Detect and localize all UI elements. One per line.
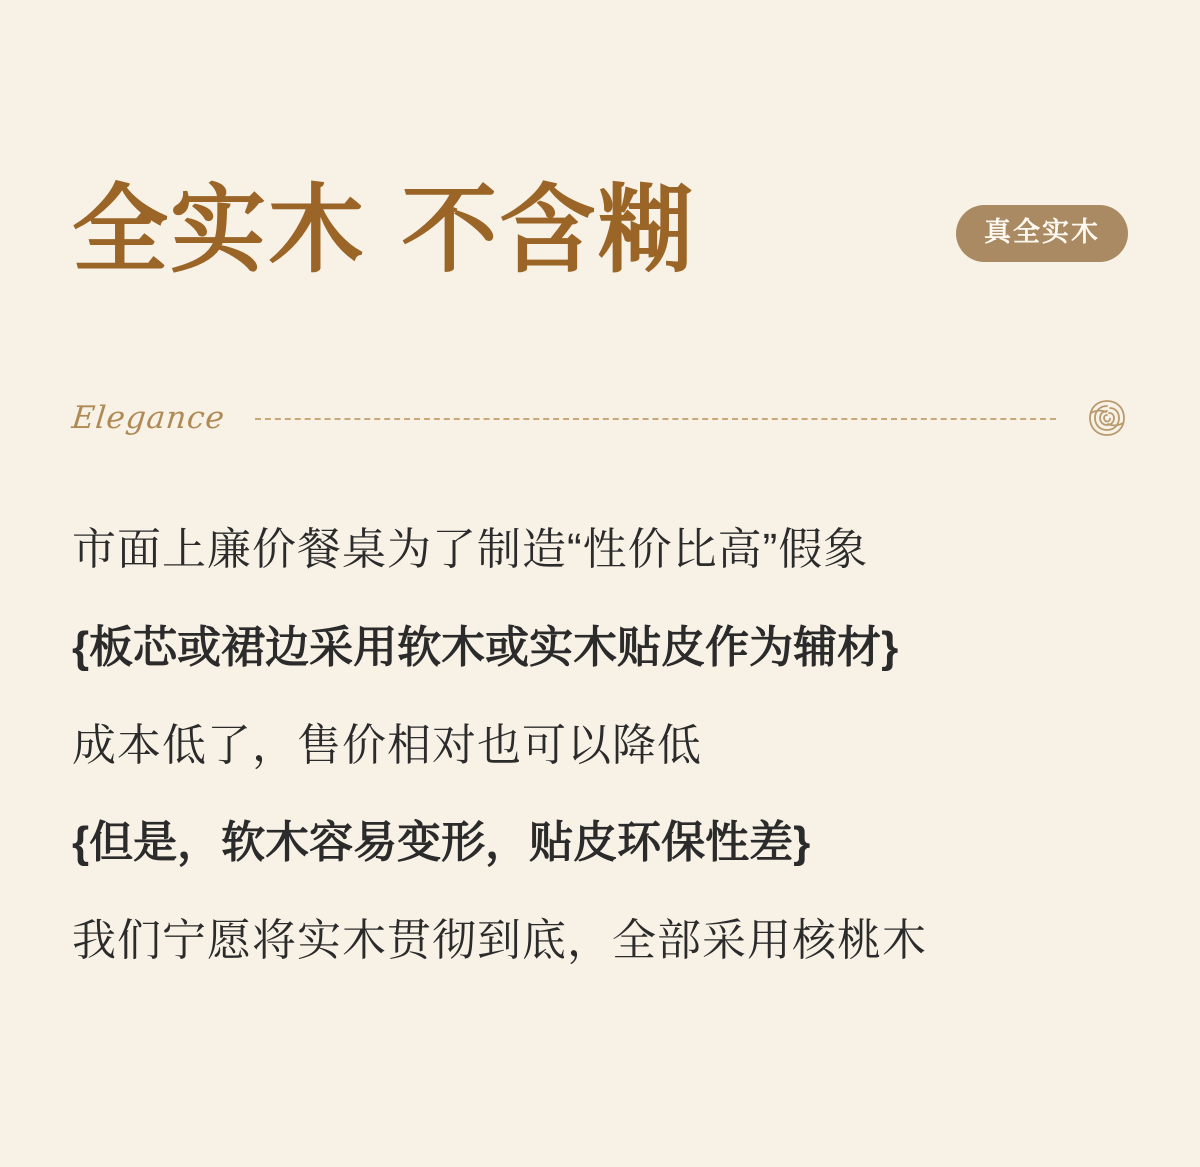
- script-label: Elegance: [70, 400, 227, 436]
- body-line: 我们宁愿将实木贯彻到底，全部采用核桃木: [72, 916, 927, 966]
- body-copy: [72, 520, 1132, 1009]
- rose-icon: [1082, 393, 1132, 443]
- body-line: 成本低了，售价相对也可以降低: [72, 720, 702, 770]
- dashed-rule: [255, 418, 1056, 420]
- headline-row: [72, 173, 1128, 286]
- divider: [72, 382, 1132, 454]
- body-line: 市面上廉价餐桌为了制造“性价比高”假象: [72, 525, 869, 574]
- body-line-emphasis: {板芯或裙边采用软木或实木贴皮作为辅材}: [72, 622, 899, 672]
- body-line-emphasis: {但是，软木容易变形，贴皮环保性差}: [72, 818, 811, 868]
- status-badge: 真全实木: [956, 205, 1128, 262]
- page-title: 全实木 不含糊: [72, 173, 696, 286]
